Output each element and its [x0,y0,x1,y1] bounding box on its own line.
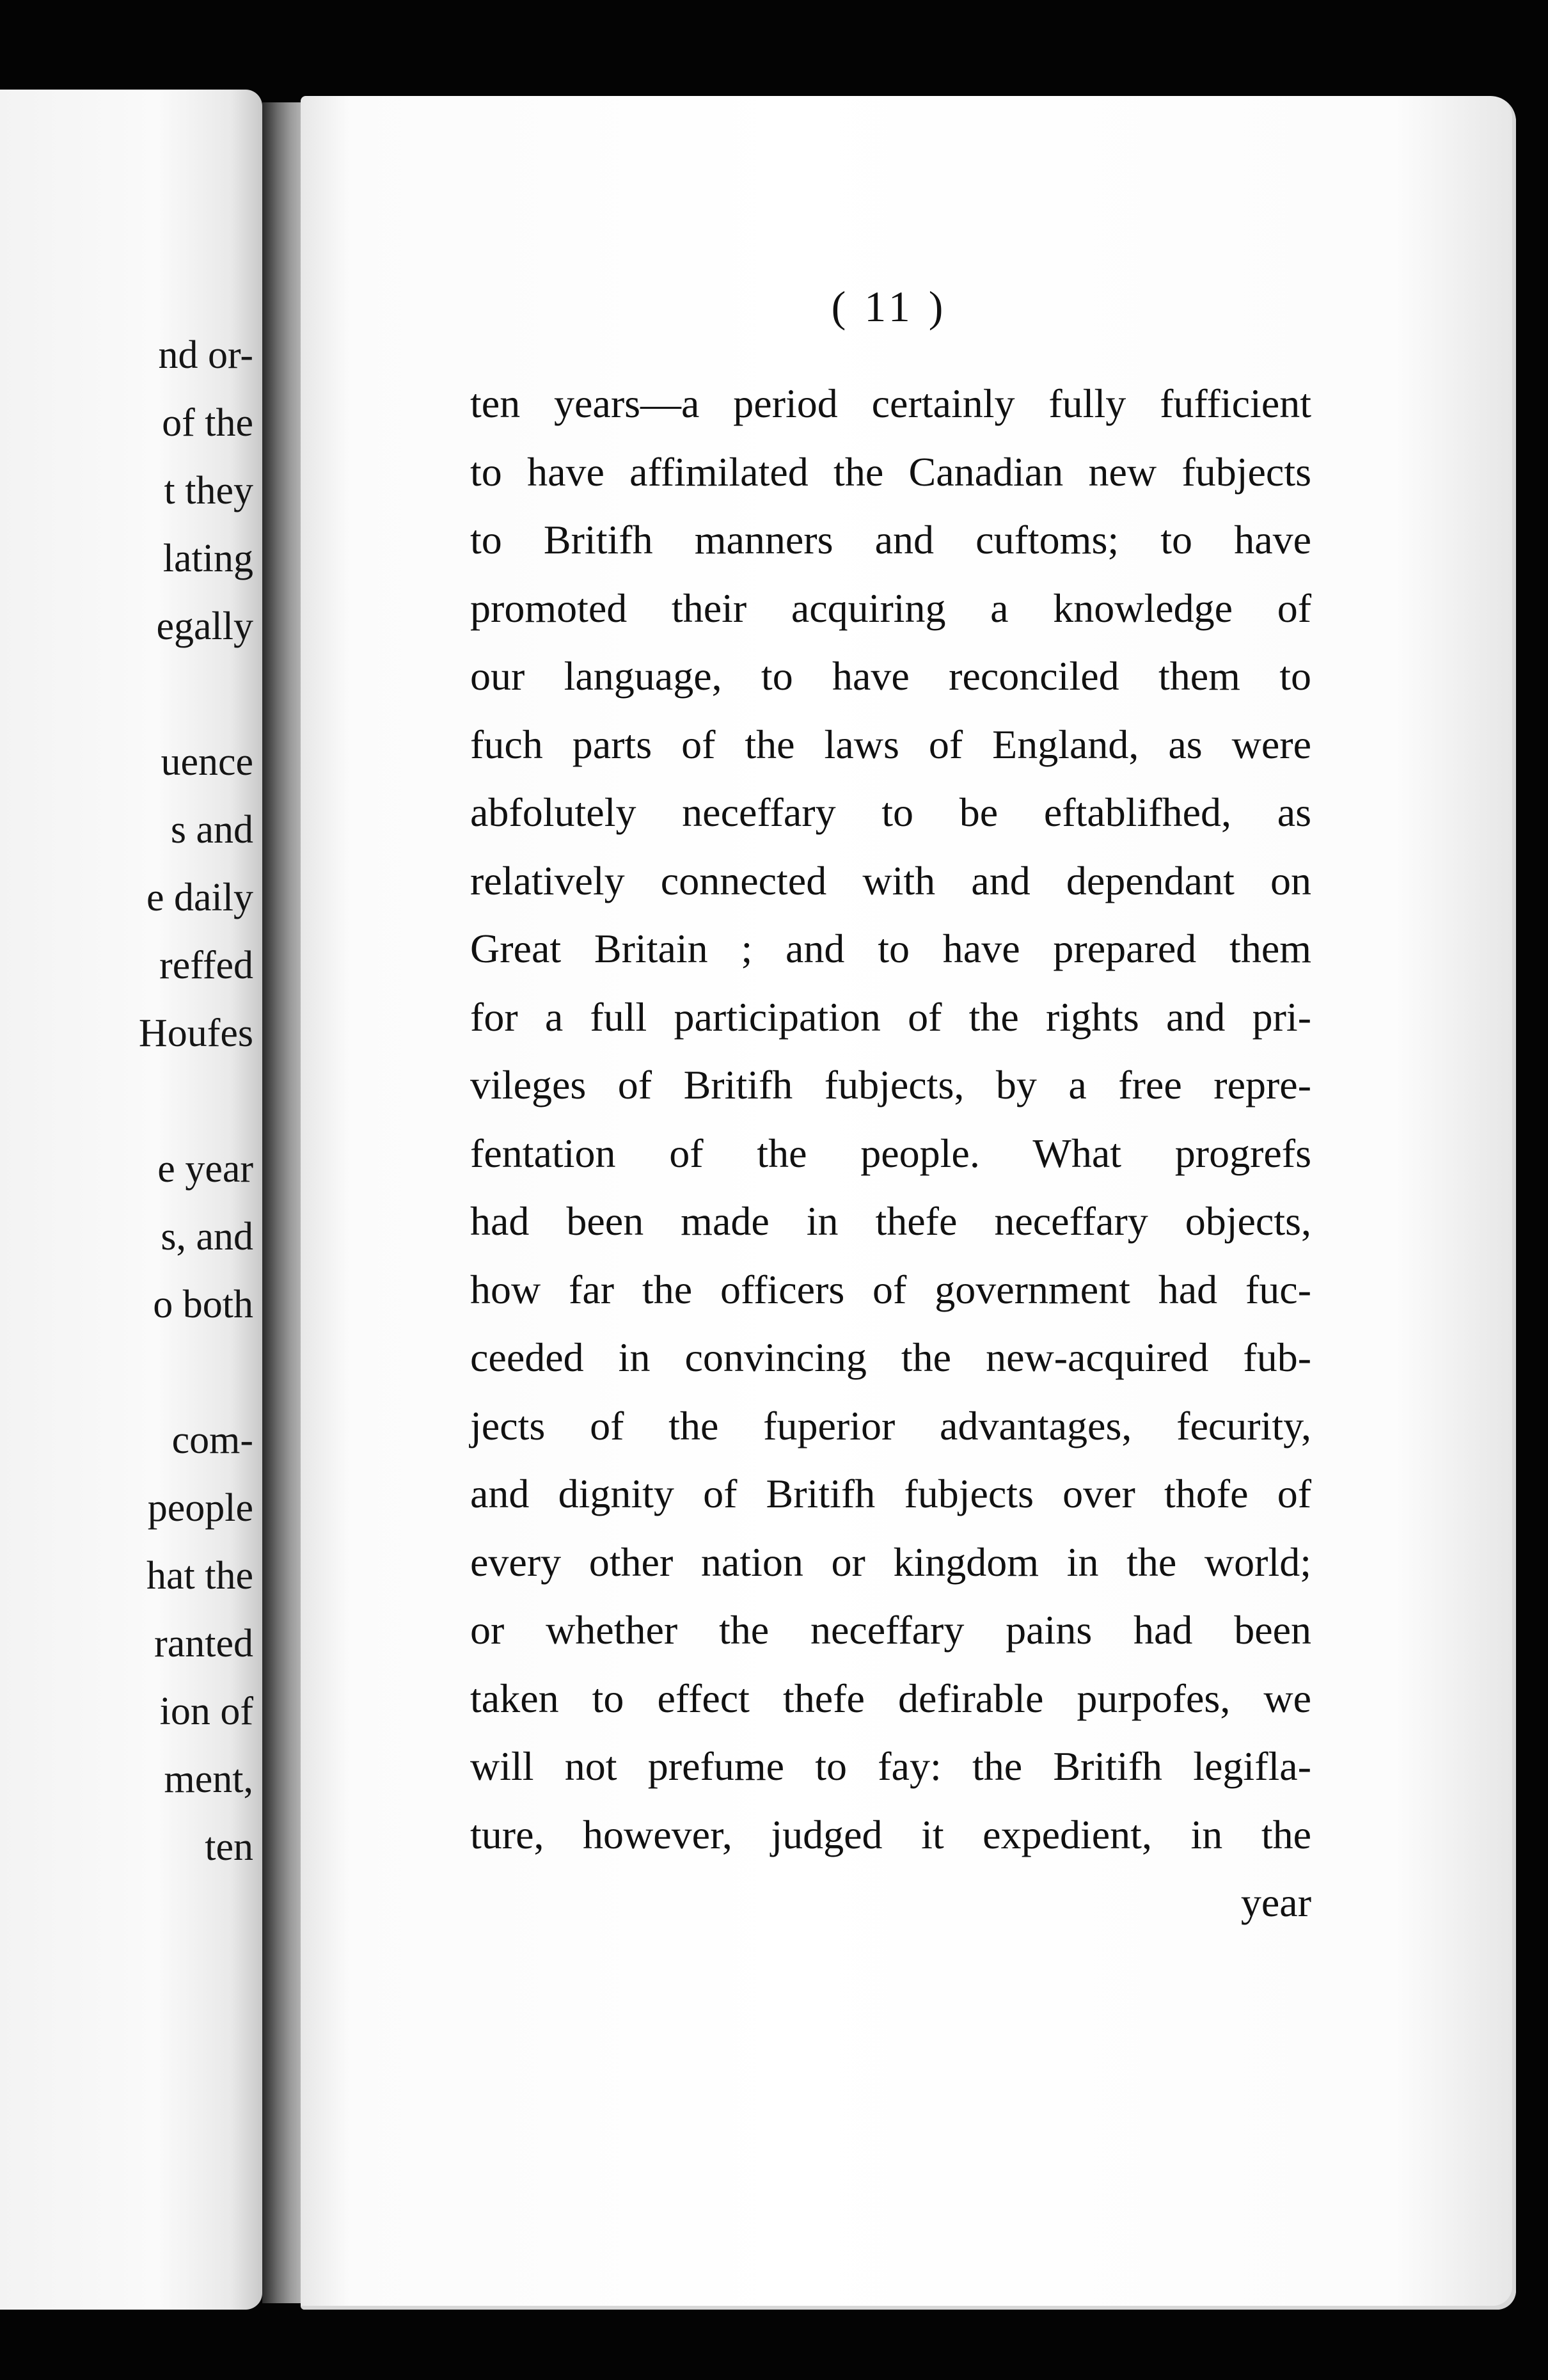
text-line: abfolutely neceffary to be eftablifhed, as [470,789,1311,835]
left-line [0,1338,253,1406]
left-line: ranted [154,1622,253,1665]
text-line: or whether the neceffary pains had been [470,1607,1311,1653]
left-line: ment, [164,1757,253,1801]
text-line: fuch parts of the laws of England, as were [470,721,1311,767]
text-line: ten years—a period certainly fully fufficient [470,381,1311,426]
left-line: reffed [159,944,253,987]
catchword: year [1240,1880,1311,1925]
left-line: e year [157,1147,253,1191]
left-line: lating [162,537,253,580]
text-line: for a full participation of the rights and pri- [470,994,1311,1040]
text-line: will not prefume to fay: the Britifh legifla- [470,1743,1311,1789]
left-line: o both [153,1283,253,1326]
left-line: Houfes [138,1012,253,1055]
text-line: ceeded in convincing the new-acquired fub- [470,1335,1311,1380]
text-line: every other nation or kingdom in the world; [470,1539,1311,1585]
text-line: had been made in thefe neceffary objects, [470,1198,1311,1244]
left-line: t they [164,469,253,512]
left-line: ten [205,1825,253,1869]
text-line: to Britifh manners and cuftoms; to have [470,517,1311,562]
left-line: s and [170,808,253,852]
left-facing-page [0,90,262,2310]
left-line: egally [156,605,253,648]
text-line: fentation of the people. What progrefs [470,1130,1311,1176]
text-line: to have affimilated the Canadian new fubjects [470,448,1311,495]
text-line: taken to effect thefe defirable purpofes, we [470,1675,1311,1721]
left-line: hat the [146,1554,253,1598]
left-line: com- [171,1418,253,1462]
left-line: people [147,1486,253,1530]
page-number: ( 11 ) [831,282,947,331]
left-line: nd or- [158,333,253,377]
page-body-text [470,370,1311,1937]
text-line: relatively connected with and dependant on [470,857,1311,903]
left-line [0,1067,253,1135]
text-line: Great Britain ; and to have prepared them [470,926,1311,971]
left-line: of the [162,401,253,445]
left-page-text [0,321,253,1881]
left-line: uence [161,740,253,784]
left-line: ion of [159,1690,253,1733]
text-line: and dignity of Britifh fubjects over thofe of [470,1471,1311,1516]
text-line: vileges of Britifh fubjects, by a free repre- [470,1062,1311,1107]
left-line: e daily [146,876,253,919]
left-line: s, and [161,1215,253,1258]
text-line: how far the officers of government had fuc- [470,1266,1311,1312]
text-line: our language, to have reconciled them to [470,653,1311,699]
text-line: ture, however, judged it expedient, in the [470,1811,1311,1857]
text-line: promoted their acquiring a knowledge of [470,585,1311,631]
left-line [0,660,253,728]
text-line: jects of the fuperior advantages, fecurity, [470,1402,1311,1448]
